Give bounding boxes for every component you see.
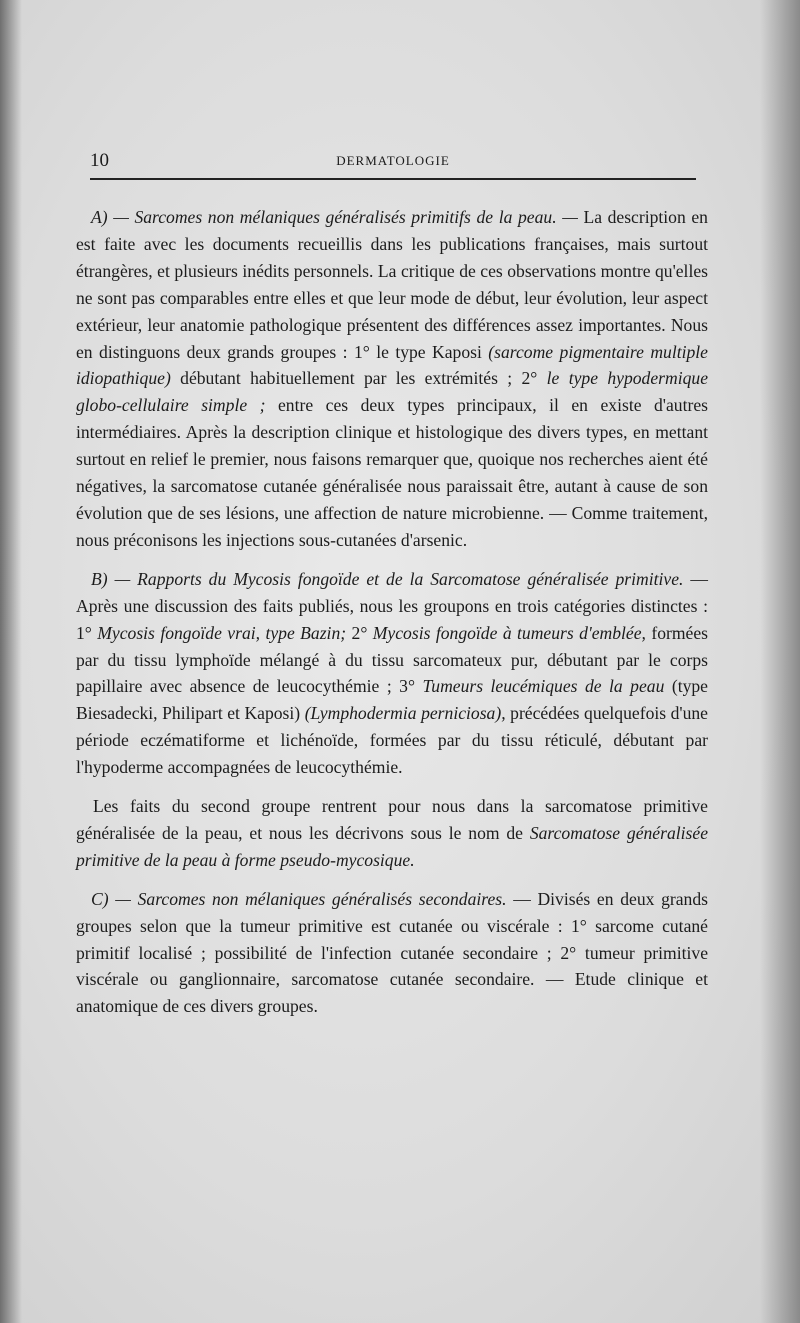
italic-span: (Lymphodermia perniciosa),	[304, 703, 506, 724]
italic-span: Tumeurs leucémiques de la peau	[422, 676, 665, 697]
text-span: La description en est faite avec les documents recueillis dans les publications françaises, mais surtout étrangères, et plusieurs inédits personnels. La critique de ces observations montre qu'elles ne sont pas comparables entre elles et que leur mode de début, leur évolution, leur aspect extérieur, leur anatomie pathologique présentent des différences assez importantes. Nous en distinguons deux grands groupes : 1° le type Kaposi	[76, 207, 708, 362]
paragraph-a	[76, 204, 708, 554]
text-span: (type Biesadecki, Philipart et Kaposi)	[76, 676, 708, 724]
section-a-heading: A) — Sarcomes non mélaniques généralisés primitifs de la peau. —	[91, 207, 578, 227]
page-header	[90, 150, 696, 174]
page-right-shadow	[760, 0, 800, 1323]
text-span: Les faits du second groupe rentrent pour nous dans la sarcomatose primitive généralisée de la peau, et nous les décrivons sous le nom de	[76, 796, 708, 843]
italic-span: Sarcomatose généralisée primitive de la peau à forme pseudo-mycosique.	[76, 822, 708, 870]
text-span: — Après une discussion des faits publiés, nous les groupons en trois catégories distinctes : 1°	[76, 568, 708, 643]
text-span: 2°	[346, 622, 373, 643]
page-number: 10	[90, 150, 109, 171]
running-title: DERMATOLOGIE	[336, 153, 450, 168]
paragraph-c	[76, 793, 708, 874]
paragraph-d	[76, 886, 708, 1021]
italic-span: (sarcome pigmentaire multiple idiopathique)	[76, 341, 708, 389]
body-text	[76, 204, 708, 1032]
text-span: précédées quelquefois d'une période eczématiforme et lichénoïde, formées par du tissu réticulé, débutant par l'hypoderme accompagnées de leucocythémie.	[76, 703, 708, 778]
section-b-heading: B) — Rapports du Mycosis fongoïde et de la Sarcomatose généralisée primitive.	[91, 568, 684, 589]
italic-span: le type hypodermique globo-cellulaire simple ;	[76, 368, 708, 416]
paragraph-b	[76, 566, 708, 781]
text-span: débutant habituellement par les extrémités ; 2°	[170, 368, 547, 389]
text-span: — Divisés en deux grands groupes selon que la tumeur primitive est cutanée ou viscérale : 1° sarcome cutané primitif localisé ; possibilité de l'infection cutanée secondaire ; 2° tumeur primitive viscérale ou ganglionnaire, sarcomatose cutanée secondaire. — Etude clinique et anatomique de ces divers groupes.	[76, 888, 708, 1017]
italic-span: Mycosis fongoïde vrai, type Bazin;	[97, 622, 347, 643]
text-span: entre ces deux types principaux, il en existe d'autres intermédiaires. Après la description clinique et histologique des divers types, en mettant surtout en relief le premier, nous faisons remarquer que, quoique nos recherches aient été négatives, la sarcomatose cutanée généralisée nous paraissait être, autant à cause de son évolution que de ses lésions, une affection de nature microbienne. — Comme traitement, nous préconisons les injections sous-cutanées d'arsenic.	[76, 395, 708, 550]
page-left-shadow	[0, 0, 22, 1323]
header-rule	[90, 178, 696, 180]
section-c-heading: C) — Sarcomes non mélaniques généralisés secondaires.	[91, 888, 507, 909]
italic-span: Mycosis fongoïde à tumeurs d'emblée,	[372, 622, 646, 643]
text-span: formées par du tissu lymphoïde mélangé à du tissu sarcomateux pur, débutant par le corps papillaire avec absence de leucocythémie ; 3°	[76, 622, 708, 697]
